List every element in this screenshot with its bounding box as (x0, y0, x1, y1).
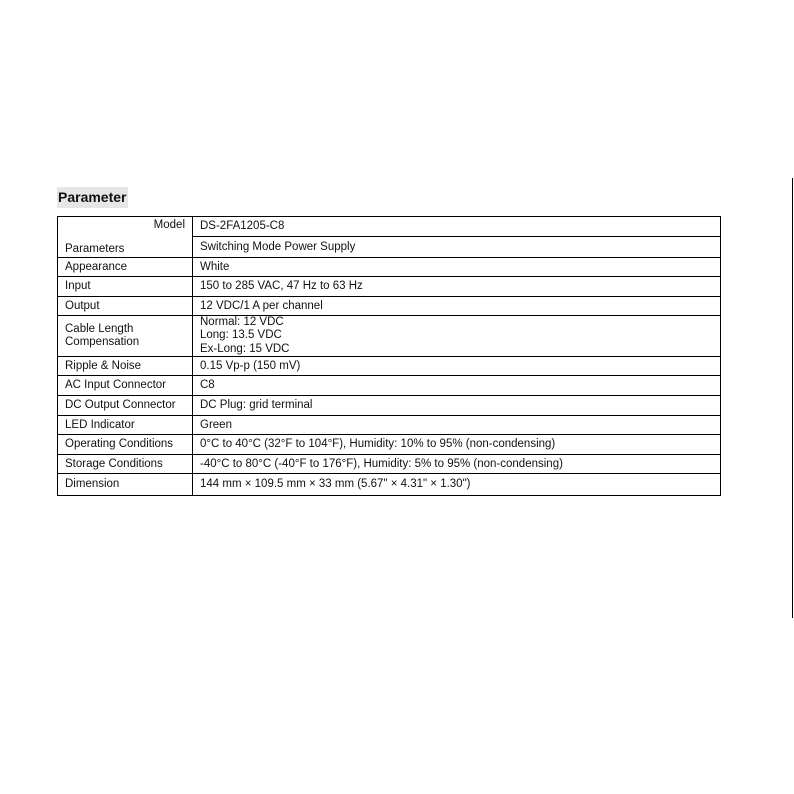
type-value: Switching Mode Power Supply (193, 237, 721, 258)
row-value-line: Long: 13.5 VDC (200, 329, 282, 342)
row-value: 150 to 285 VAC, 47 Hz to 63 Hz (193, 277, 721, 297)
table-row-model (58, 217, 721, 237)
row-label: Output (58, 297, 193, 316)
row-label: Storage Conditions (58, 455, 193, 474)
table-row (58, 376, 721, 396)
table-row (58, 316, 721, 357)
row-label: AC Input Connector (58, 376, 193, 396)
row-value: C8 (193, 376, 721, 396)
row-value: Green (193, 416, 721, 435)
row-value: White (193, 258, 721, 277)
table-row (58, 277, 721, 297)
table-row (58, 258, 721, 277)
parameters-label: Parameters (65, 243, 125, 255)
row-value: -40°C to 80°C (-40°F to 176°F), Humidity: 5% to 95% (non-condensing) (193, 455, 721, 474)
row-label: Input (58, 277, 193, 297)
table-row (58, 435, 721, 455)
row-label: Appearance (58, 258, 193, 277)
table-row (58, 455, 721, 474)
table-row (58, 474, 721, 496)
row-value (193, 316, 721, 357)
row-label (58, 316, 193, 357)
row-label-line: Cable Length (65, 322, 134, 335)
table-row (58, 396, 721, 416)
row-value-line: Normal: 12 VDC (200, 316, 284, 329)
row-label: Operating Conditions (58, 435, 193, 455)
model-label: Model (153, 219, 185, 231)
row-label-line: Compensation (65, 336, 140, 348)
row-label: LED Indicator (58, 416, 193, 435)
row-value: DC Plug: grid terminal (193, 396, 721, 416)
section-heading: Parameter (57, 187, 128, 208)
row-value-line: Ex-Long: 15 VDC (200, 342, 290, 355)
page-right-rule (792, 178, 793, 618)
row-value: 144 mm × 109.5 mm × 33 mm (5.67" × 4.31" × 1.30") (193, 474, 721, 496)
table-row (58, 357, 721, 376)
row-value: 12 VDC/1 A per channel (193, 297, 721, 316)
row-label: Ripple & Noise (58, 357, 193, 376)
header-diagonal-cell (58, 217, 193, 258)
table-row (58, 416, 721, 435)
row-label: Dimension (58, 474, 193, 496)
parameter-table (57, 216, 721, 496)
row-value: 0°C to 40°C (32°F to 104°F), Humidity: 10% to 95% (non-condensing) (193, 435, 721, 455)
table-row (58, 297, 721, 316)
row-value: 0.15 Vp-p (150 mV) (193, 357, 721, 376)
row-label: DC Output Connector (58, 396, 193, 416)
model-value: DS-2FA1205-C8 (193, 217, 721, 237)
